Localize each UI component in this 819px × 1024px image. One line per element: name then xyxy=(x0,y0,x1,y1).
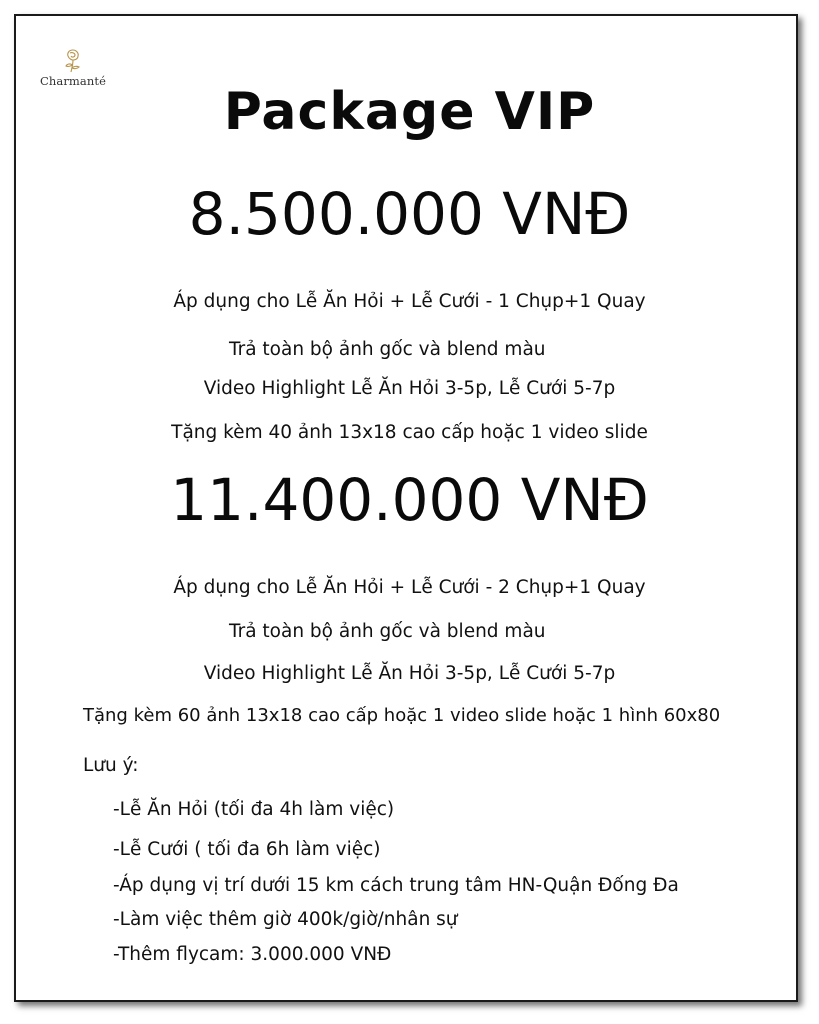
note-item: -Lễ Ăn Hỏi (tối đa 4h làm việc) xyxy=(113,799,395,820)
notes-heading: Lưu ý: xyxy=(83,755,139,776)
package2-detail: Áp dụng cho Lễ Ăn Hỏi + Lễ Cưới - 2 Chụp+1 Quay xyxy=(173,577,646,598)
brand-name: Charmanté xyxy=(39,74,107,88)
package2-price: 11.400.000 VNĐ xyxy=(170,466,649,534)
package2-detail: Video Highlight Lễ Ăn Hỏi 3-5p, Lễ Cưới 5-7p xyxy=(203,663,616,684)
package2-detail: Trả toàn bộ ảnh gốc và blend màu xyxy=(229,621,546,642)
package1-detail: Tặng kèm 40 ảnh 13x18 cao cấp hoặc 1 video slide xyxy=(171,422,648,443)
package2-detail: Tặng kèm 60 ảnh 13x18 cao cấp hoặc 1 video slide hoặc 1 hình 60x80 xyxy=(83,705,721,726)
package1-detail: Trả toàn bộ ảnh gốc và blend màu xyxy=(229,339,546,360)
note-item: -Áp dụng vị trí dưới 15 km cách trung tâm HN-Quận Đống Đa xyxy=(113,875,679,896)
note-item: -Làm việc thêm giờ 400k/giờ/nhân sự xyxy=(113,909,458,930)
note-item: -Lễ Cưới ( tối đa 6h làm việc) xyxy=(113,839,381,860)
package1-price: 8.500.000 VNĐ xyxy=(188,180,631,248)
rose-icon xyxy=(62,47,84,73)
note-item: -Thêm flycam: 3.000.000 VNĐ xyxy=(113,944,392,965)
package1-detail: Áp dụng cho Lễ Ăn Hỏi + Lễ Cưới - 1 Chụp+1 Quay xyxy=(173,291,646,312)
package-title: Package VIP xyxy=(223,82,596,142)
package1-detail: Video Highlight Lễ Ăn Hỏi 3-5p, Lễ Cưới 5-7p xyxy=(203,378,616,399)
